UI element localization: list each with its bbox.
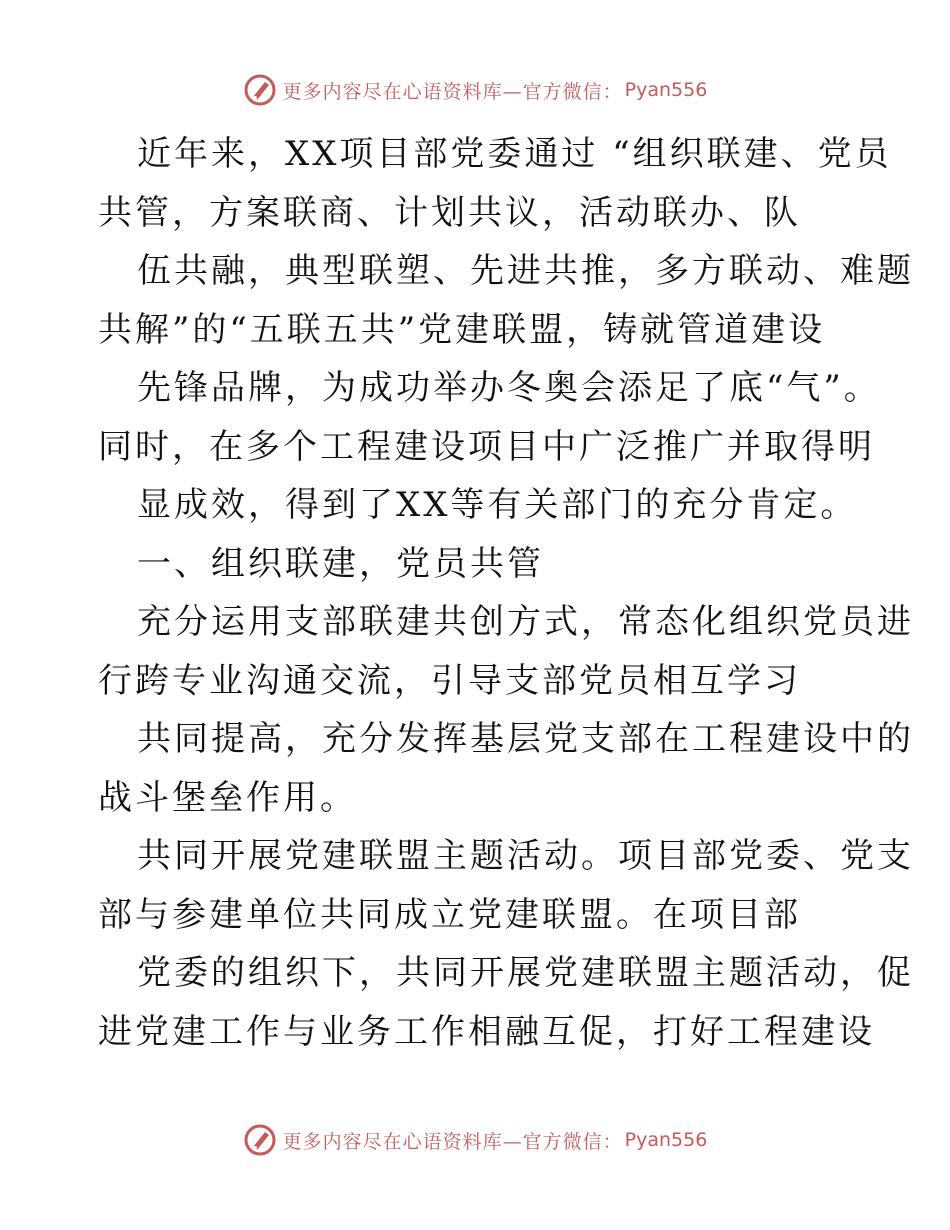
watermark-handle: Pyan556 xyxy=(624,1129,708,1151)
pen-logo-icon xyxy=(243,73,277,107)
body-line: 共解”的“五联五共”党建联盟，铸就管道建设 xyxy=(98,309,826,350)
body-line: 近年来，XX项目部党委通过 “组织联建、党员 xyxy=(137,134,892,174)
body-line: 先锋品牌，为成功举办冬奥会添足了底“气”。 xyxy=(137,368,881,408)
watermark-text: 更多内容尽在心语资料库—官方微信： xyxy=(282,1130,623,1153)
body-line: 党委的组织下，共同开展党建联盟主题活动，促 xyxy=(137,953,914,993)
body-line: 部与参建单位共同成立党建联盟。在项目部 xyxy=(98,894,801,935)
document-body xyxy=(98,125,914,1061)
body-line: 共同开展党建联盟主题活动。项目部党委、党支 xyxy=(137,836,914,876)
pen-logo-icon xyxy=(243,1123,277,1157)
watermark-text: 更多内容尽在心语资料库—官方微信： xyxy=(282,80,623,103)
body-line: 行跨专业沟通交流，引导支部党员相互学习 xyxy=(98,660,801,701)
header-watermark xyxy=(0,70,950,110)
body-line: 伍共融，典型联塑、先进共推，多方联动、难题 xyxy=(137,251,914,291)
body-line: 进党建工作与业务工作相融互促，打好工程建设 xyxy=(98,1011,875,1052)
body-line: 显成效，得到了XX等有关部门的充分肯定。 xyxy=(137,485,858,525)
watermark-handle: Pyan556 xyxy=(624,79,708,101)
body-line: 共管，方案联商、计划共议，活动联办、队 xyxy=(98,192,801,233)
body-line: 战斗堡垒作用。 xyxy=(98,777,357,818)
body-line: 同时，在多个工程建设项目中广泛推广并取得明 xyxy=(98,426,875,467)
section-heading: 一、组织联建，党员共管 xyxy=(137,543,544,584)
footer-watermark xyxy=(0,1120,950,1160)
body-line: 充分运用支部联建共创方式，常态化组织党员进 xyxy=(137,602,914,642)
body-line: 共同提高，充分发挥基层党支部在工程建设中的 xyxy=(137,719,914,759)
